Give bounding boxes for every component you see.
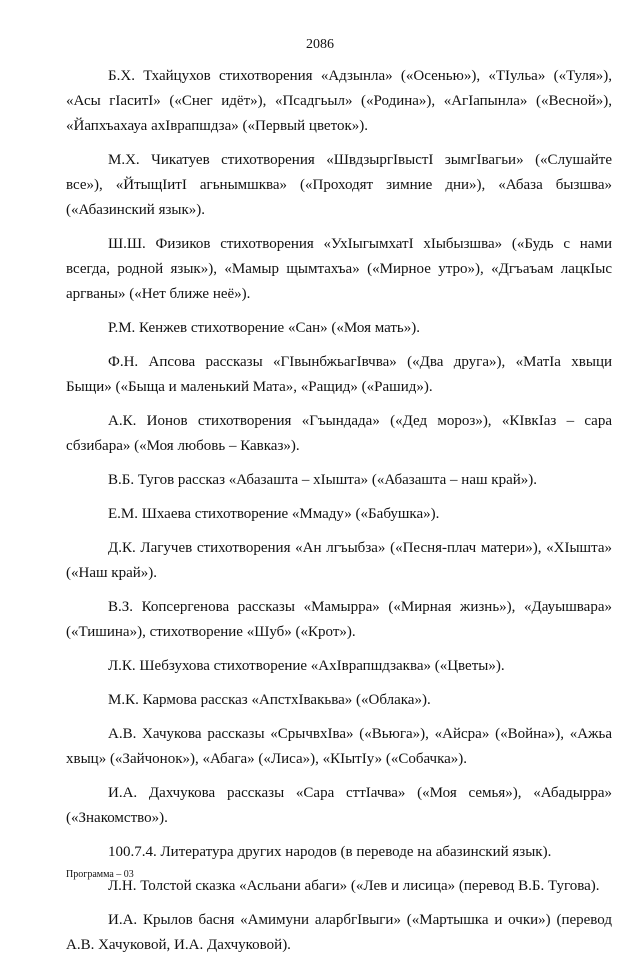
paragraph-apsova: Ф.Н. Апсова рассказы «ГІвынбжьагІвчва» («Два друга»), «МатІа хвыци Быщи» («Быща и маленький Мата», «Ращид» («Рашид»). bbox=[66, 354, 612, 395]
paragraph-fizikov: Ш.Ш. Физиков стихотворения «УхІыгымхатІ хІыбызшва» («Будь с нами всегда, родной язык»), «Мамыр щымтахъа» («Мирное утро»), «Дгъаъам лацкІыс аргваны» («Нет ближе неё»). bbox=[66, 236, 612, 302]
paragraph-kenzhev: Р.М. Кенжев стихотворение «Сан» («Моя мать»). bbox=[108, 320, 421, 336]
section-heading-other-literature: 100.7.4. Литература других народов (в переводе на абазинский язык). bbox=[108, 844, 552, 860]
paragraph-laguchev: Д.К. Лагучев стихотворения «Ан лгъыбза» («Песня-плач матери»), «ХІышта» («Наш край»). bbox=[66, 540, 612, 581]
paragraph-kopsergenova: В.З. Копсергенова рассказы «Мамырра» («Мирная жизнь»), «Дауышвара» («Тишина»), стихотворение «Шуб» («Крот»). bbox=[66, 599, 612, 640]
page-number: 2086 bbox=[306, 37, 334, 52]
paragraph-shebzukhova: Л.К. Шебзухова стихотворение «АхІврапшдзаква» («Цветы»). bbox=[108, 658, 505, 674]
paragraph-krylov: И.А. Крылов басня «Амимуни аларбгІвыги» («Мартышка и очки») (перевод А.В. Хачуковой, И.А. Дахчуковой). bbox=[66, 912, 612, 953]
paragraph-shkhaeva: Е.М. Шхаева стихотворение «Ммаду» («Бабушка»). bbox=[108, 506, 440, 522]
paragraph-tolstoy: Л.Н. Толстой сказка «Асльани абаги» («Лев и лисица» (перевод В.Б. Тугова). bbox=[108, 878, 600, 894]
paragraph-tkhaitsukhov: Б.Х. Тхайцухов стихотворения «Адзынла» («Осенью»), «ТІульа» («Туля»), «Асы гІаситІ» («Снег идёт»), «Псадгьыл» («Родина»), «АгІапынла» («Весной»), «Йапхъахауа ахІврапшдза» («Первый цветок»). bbox=[66, 68, 612, 134]
paragraph-chikatuev: М.Х. Чикатуев стихотворения «ШвдзыргІвыстІ зымгІвагьи» («Слушайте все»), «ЙтыщІитІ агьнымшква» («Проходят зимние дни»), «Абаза бызшва» («Абазинский язык»). bbox=[66, 152, 612, 218]
paragraph-khachukova: А.В. Хачукова рассказы «СрычвхІва» («Вьюга»), «Айсра» («Война»), «Ажьа хвыц» («Зайчонок»), «Абага» («Лиса»), «КІытІу» («Собачка»). bbox=[66, 726, 612, 767]
footer-program-label: Программа – 03 bbox=[66, 869, 134, 880]
body-text bbox=[66, 64, 612, 967]
paragraph-tugov: В.Б. Тугов рассказ «Абазашта – хІышта» («Абазашта – наш край»). bbox=[108, 472, 538, 488]
paragraph-karmova: М.К. Кармова рассказ «АпстхІвакьва» («Облака»). bbox=[108, 692, 431, 708]
paragraph-dakhchukova: И.А. Дахчукова рассказы «Сара сттІачва» («Моя семья»), «Абадырра» («Знакомство»). bbox=[66, 785, 612, 826]
paragraph-ionov: А.К. Ионов стихотворения «Гъындада» («Дед мороз»), «КІвкІаз – сара сбзибара» («Моя любовь – Кавказ»). bbox=[66, 413, 612, 454]
